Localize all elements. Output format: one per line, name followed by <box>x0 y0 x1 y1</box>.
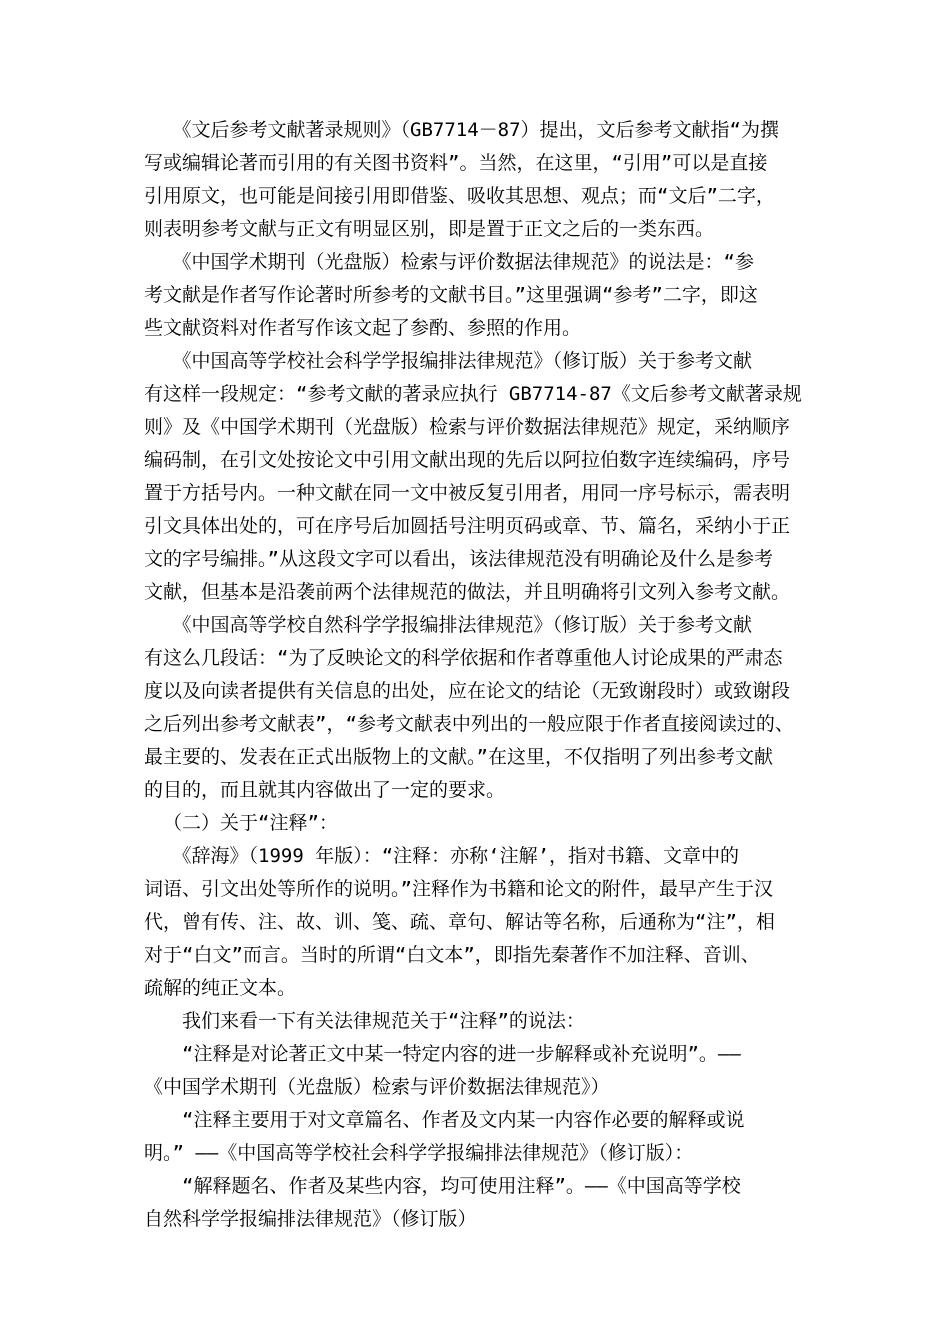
text-line: 的目的，而且就其内容做出了一定的要求。 <box>144 779 506 801</box>
text-line: 些文献资料对作者写作该文起了参酌、参照的作用。 <box>144 317 582 339</box>
text-line: 写或编辑论著而引用的有关图书资料”。当然，在这里，“引用”可以是直接 <box>144 152 768 174</box>
text-line: 《中国学术期刊（光盘版）检索与评价数据法律规范》） <box>144 1076 610 1098</box>
text-line: 《中国学术期刊（光盘版）检索与评价数据法律规范》的说法是：“参 <box>144 251 754 273</box>
text-line: 《辞海》（1999 年版）：“注释：亦称‘注解’，指对书籍、文章中的 <box>144 845 740 867</box>
text-line: 最主要的、发表在正式出版物上的文献。”在这里，不仅指明了列出参考文献 <box>144 746 773 768</box>
text-line: 引文具体出处的，可在序号后加圆括号注明页码或章、节、篇名，采纳小于正 <box>144 515 791 537</box>
text-line: 代，曾有传、注、故、训、笺、疏、章句、解诂等名称，后通称为“注”，相 <box>144 911 775 933</box>
text-line: 之后列出参考文献表”，“参考文献表中列出的一般应限于作者直接阅读过的、 <box>144 713 794 735</box>
text-line: 文的字号编排。”从这段文字可以看出，该法律规范没有明确论及什么是参考 <box>144 548 773 570</box>
text-line: 置于方括号内。一种文献在同一文中被反复引用者，用同一序号标示，需表明 <box>144 482 791 504</box>
text-line: 词语、引文出处等所作的说明。”注释作为书籍和论文的附件，最早产生于汉 <box>144 878 773 900</box>
text-line: 考文献是作者写作论著时所参考的文献书目。”这里强调“参考”二字，即这 <box>144 284 758 306</box>
text-line: “解释题名、作者及某些内容，均可使用注释”。——《中国高等学校 <box>144 1175 741 1197</box>
text-line: 我们来看一下有关法律规范关于“注释”的说法： <box>144 1010 585 1032</box>
text-line: 引用原文，也可能是间接引用即借鉴、吸收其思想、观点；而“文后”二字， <box>144 185 775 207</box>
text-line: 有这样一段规定：“参考文献的著录应执行 GB7714-87《文后参考文献著录规 <box>144 383 802 405</box>
text-line: 《文后参考文献著录规则》（GB7714－87）提出，文后参考文献指“为撰 <box>144 119 779 141</box>
text-line: 则表明参考文献与正文有明显区别，即是置于正文之后的一类东西。 <box>144 218 715 240</box>
text-line: 文献，但基本是沿袭前两个法律规范的做法，并且明确将引文列入参考文献。 <box>144 581 791 603</box>
text-line: “注释是对论著正文中某一特定内容的进一步解释或补充说明”。—— <box>144 1043 741 1065</box>
text-line: 疏解的纯正文本。 <box>144 977 297 999</box>
text-line: 则》及《中国学术期刊（光盘版）检索与评价数据法律规范》规定，采纳顺序 <box>144 416 791 438</box>
text-line: 有这么几段话：“为了反映论文的科学依据和作者尊重他人讨论成果的严肃态 <box>144 647 783 669</box>
text-line: 明。” ——《中国高等学校社会科学学报编排法律规范》（修订版）： <box>144 1142 694 1164</box>
text-line: 《中国高等学校自然科学学报编排法律规范》（修订版）关于参考文献 <box>144 614 753 636</box>
text-line: 《中国高等学校社会科学学报编排法律规范》（修订版）关于参考文献 <box>144 350 753 372</box>
text-line: 编码制，在引文处按论文中引用文献出现的先后以阿拉伯数字连续编码，序号 <box>144 449 791 471</box>
text-line: 对于“白文”而言。当时的所谓“白文本”，即指先秦著作不加注释、音训、 <box>144 944 760 966</box>
text-line: 度以及向读者提供有关信息的出处，应在论文的结论（无致谢段时）或致谢段 <box>144 680 791 702</box>
text-line: 自然科学学报编排法律规范》（修订版） <box>144 1208 477 1230</box>
text-line: “注释主要用于对文章篇名、作者及文内某一内容作必要的解释或说 <box>144 1109 745 1131</box>
section-heading: （二）关于“注释”： <box>163 812 338 834</box>
